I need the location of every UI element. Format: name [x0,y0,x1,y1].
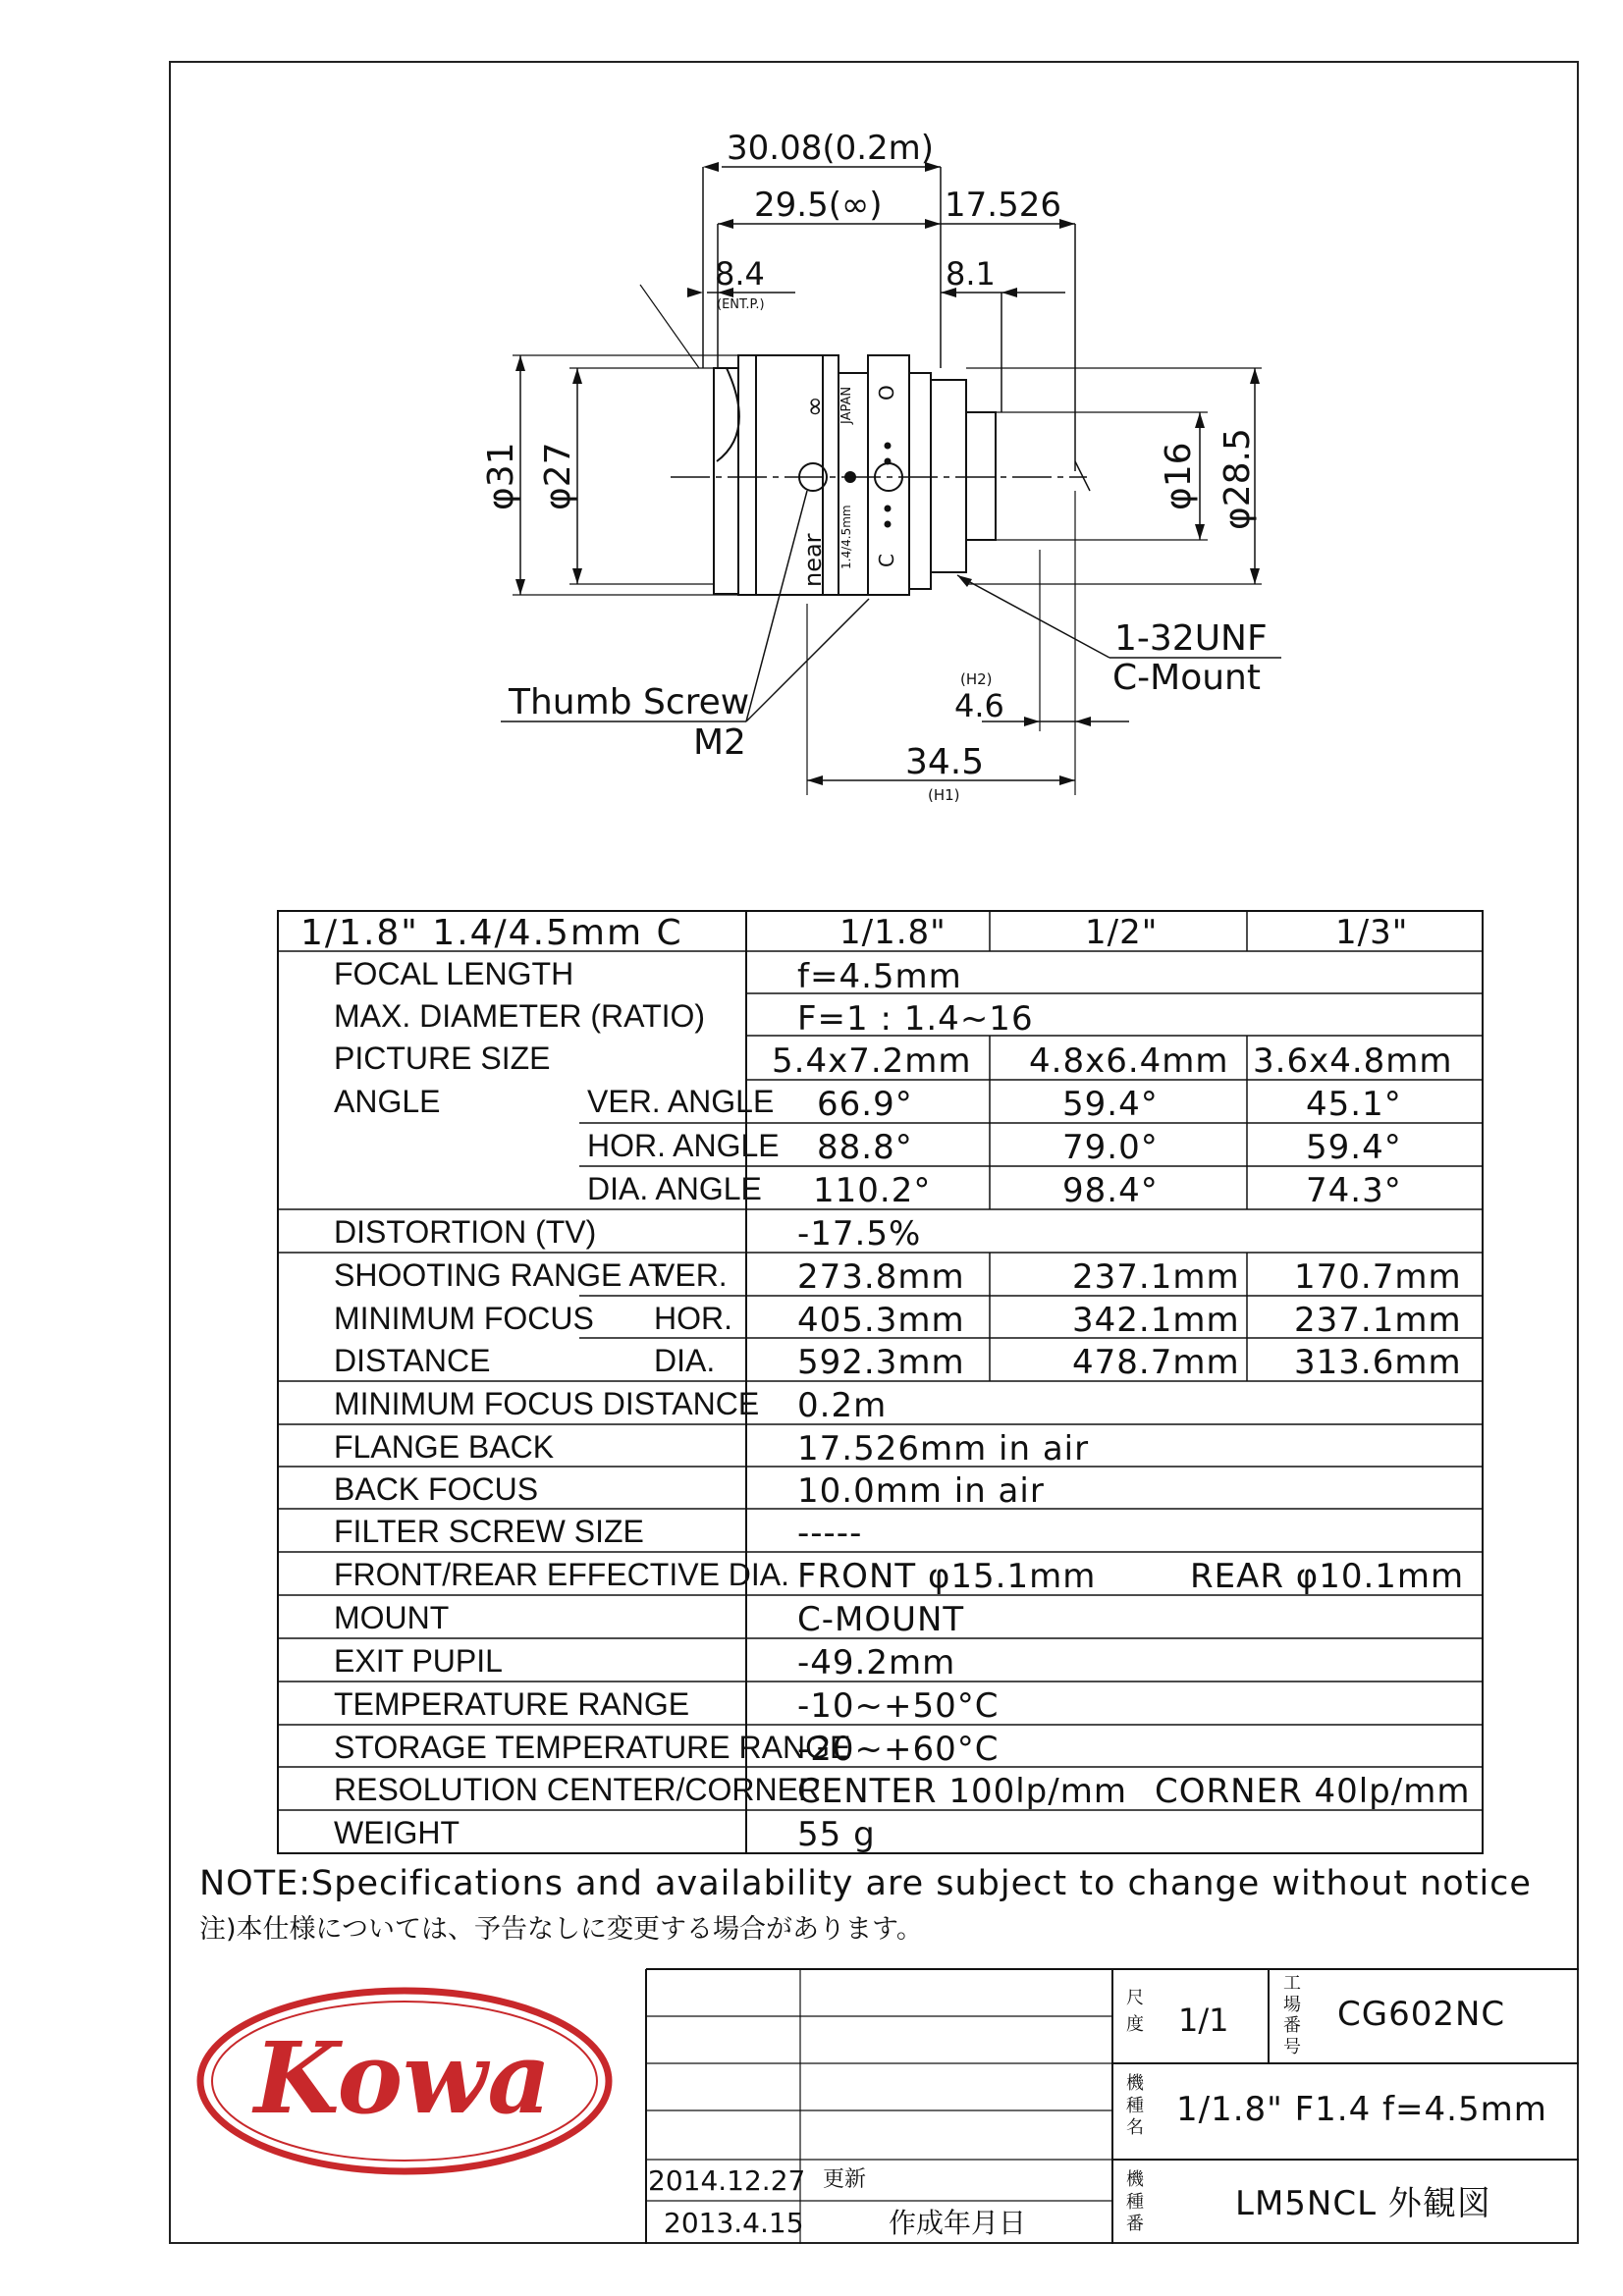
value-picture-size-2: 4.8x6.4mm [1029,1041,1229,1081]
value-range-ver-2: 237.1mm [1072,1257,1240,1297]
value-resolution-corner: CORNER 40lp/mm [1155,1772,1471,1811]
value-picture-size-3: 3.6x4.8mm [1253,1041,1453,1081]
label-resolution: RESOLUTION CENTER/CORNER [334,1772,822,1807]
value-hor-angle-2: 79.0° [1062,1128,1159,1167]
h2-label: (H2) [960,670,993,688]
factory-number-value: CG602NC [1337,1995,1506,2034]
dim-dia-27: φ27 [538,442,578,510]
kowa-logo [200,1991,609,2171]
label-shooting-range: SHOOTING RANGE AT [334,1257,667,1293]
value-flange-back: 17.526mm in air [797,1429,1090,1468]
model-name-label: 機種名 [1126,2073,1144,2138]
value-dia-angle-2: 98.4° [1062,1171,1159,1210]
label-range-dia: DIA. [654,1343,716,1378]
value-distortion: -17.5% [797,1214,922,1254]
value-weight: 55 g [797,1815,876,1854]
value-hor-angle-3: 59.4° [1306,1128,1402,1167]
value-back-focus: 10.0mm in air [797,1471,1045,1511]
label-hor-angle: HOR. ANGLE [587,1128,780,1163]
value-min-focus-distance: 0.2m [797,1386,888,1425]
model-number-label: 機種番 [1126,2169,1144,2234]
dim-dia-16: φ16 [1159,442,1199,510]
label-ver-angle: VER. ANGLE [587,1084,775,1119]
label-mount: MOUNT [334,1600,450,1635]
kowa-logo-text: Kowa [253,2020,552,2136]
factory-number-label: 工場番号 [1283,1973,1301,2057]
dim-4-6: 4.6 [954,687,1004,724]
label-distance: DISTANCE [334,1343,491,1378]
table-header-1-2: 1/2" [1085,913,1159,952]
value-dia-angle-1: 110.2° [813,1171,932,1210]
label-range-ver: VER. [654,1257,728,1293]
created-date: 2013.4.15 [664,2207,804,2239]
label-exit-pupil: EXIT PUPIL [334,1643,503,1679]
label-range-hor: HOR. [654,1301,732,1336]
value-focal-length: f=4.5mm [797,957,962,996]
thread-label: 1-32UNF [1114,618,1268,659]
dim-dia-31: φ31 [481,442,521,510]
dim-17-526: 17.526 [945,186,1061,225]
dim-dia-28-5: φ28.5 [1217,428,1258,530]
label-picture-size: PICTURE SIZE [334,1041,551,1076]
dim-34-5: 34.5 [905,742,985,782]
label-angle: ANGLE [334,1084,441,1119]
value-range-dia-3: 313.6mm [1294,1343,1462,1382]
model-number-value: LM5NCL 外観図 [1235,2184,1491,2223]
h1-label: (H1) [928,786,960,804]
value-effective-rear: REAR φ10.1mm [1190,1557,1465,1596]
label-weight: WEIGHT [334,1815,460,1850]
value-range-hor-3: 237.1mm [1294,1301,1462,1340]
value-range-ver-1: 273.8mm [797,1257,965,1297]
value-picture-size-1: 5.4x7.2mm [772,1041,972,1081]
value-ver-angle-1: 66.9° [817,1085,913,1124]
m2-label: M2 [693,722,746,763]
label-storage-temperature: STORAGE TEMPERATURE RANGE [334,1730,851,1765]
value-range-hor-1: 405.3mm [797,1301,965,1340]
mount-label: C-Mount [1112,658,1261,698]
label-minimum-focus: MINIMUM FOCUS [334,1301,594,1336]
label-focal-length: FOCAL LENGTH [334,956,574,991]
created-label: 作成年月日 [889,2207,1027,2239]
label-dia-angle: DIA. ANGLE [587,1171,762,1206]
scale-label: 尺度 [1126,1988,1144,2035]
dim-29-5: 29.5(∞) [754,186,883,225]
value-max-diameter: F=1 : 1.4~16 [797,999,1034,1039]
dim-8-4: 8.4 [715,255,765,293]
ent-p-label: (ENT.P.) [717,297,765,312]
label-back-focus: BACK FOCUS [334,1471,539,1507]
revision-date: 2014.12.27 [648,2164,806,2197]
dim-30-08: 30.08(0.2m) [727,129,935,168]
value-filter-screw: ----- [797,1514,863,1553]
value-range-hor-2: 342.1mm [1072,1301,1240,1340]
note-japanese: 注)本仕様については、予告なしに変更する場合があります。 [199,1914,923,1945]
label-max-diameter: MAX. DIAMETER (RATIO) [334,998,706,1034]
value-ver-angle-3: 45.1° [1306,1085,1402,1124]
ring-c-mark: C [875,554,898,567]
label-temperature: TEMPERATURE RANGE [334,1686,690,1722]
label-effective-dia: FRONT/REAR EFFECTIVE DIA. [334,1557,790,1592]
value-temperature: -10~+50°C [797,1686,1000,1726]
value-range-dia-2: 478.7mm [1072,1343,1240,1382]
label-filter-screw: FILTER SCREW SIZE [334,1514,644,1549]
value-dia-angle-3: 74.3° [1306,1171,1402,1210]
value-mount: C-MOUNT [797,1600,965,1639]
value-hor-angle-1: 88.8° [817,1128,913,1167]
dim-8-1: 8.1 [946,255,996,293]
revision-label: 更新 [823,2167,867,2192]
japan-mark: JAPAN [839,386,854,424]
thumb-screw-label: Thumb Screw [509,682,750,722]
model-name-value: 1/1.8" F1.4 f=4.5mm [1176,2090,1547,2129]
value-ver-angle-2: 59.4° [1062,1085,1159,1124]
value-storage-temperature: -20~+60°C [797,1730,1000,1769]
value-exit-pupil: -49.2mm [797,1643,956,1682]
value-range-ver-3: 170.7mm [1294,1257,1462,1297]
label-distortion: DISTORTION (TV) [334,1214,597,1250]
near-mark: near [799,533,827,587]
label-flange-back: FLANGE BACK [334,1429,555,1465]
value-range-dia-1: 592.3mm [797,1343,965,1382]
table-header-1-1-8: 1/1.8" [839,913,947,952]
table-header-lens: 1/1.8" 1.4/4.5mm C [300,913,683,953]
infinity-mark: ∞ [800,396,830,417]
scale-value: 1/1 [1178,2002,1229,2039]
focal-mark: 1.4/4.5mm [839,505,853,569]
note-english: NOTE:Specifications and availability are subject to change without notice [199,1864,1532,1903]
value-effective-front: FRONT φ15.1mm [797,1557,1097,1596]
label-min-focus-distance: MINIMUM FOCUS DISTANCE [334,1386,760,1421]
table-header-1-3: 1/3" [1335,913,1409,952]
ring-o-mark: O [875,385,898,400]
value-resolution-center: CENTER 100lp/mm [797,1772,1127,1811]
